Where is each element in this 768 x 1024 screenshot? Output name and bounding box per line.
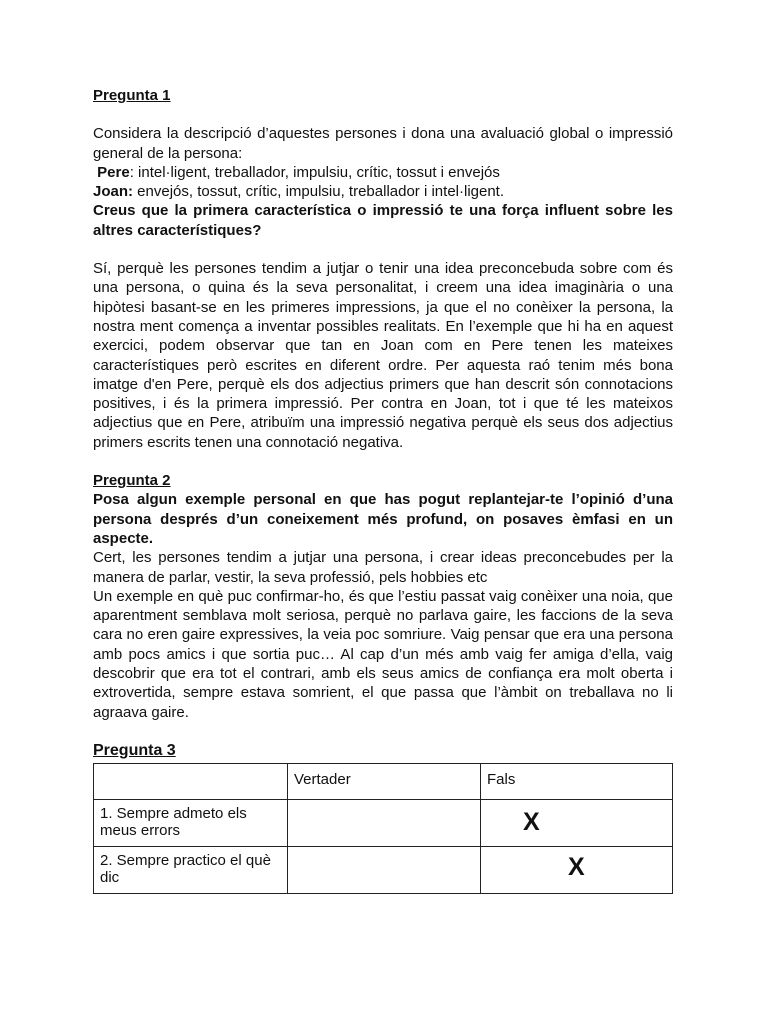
pere-label: Pere (97, 163, 130, 181)
joan-description (93, 182, 673, 201)
question-1-answer: Sí, perquè les persones tendim a jutjar o tenir una idea preconcebuda sobre com és una persona, o quina és la seva personalitat, i creem una idea imaginària o una hipòtesi basant-se en les primeres impressions, ja que el no conèixer la persona, la nostra ment comença a inventar possibles realitats. En l’exemple que hi ha en aquest exercici, podem observar que tan en Joan com en Pere tenen les mateixes característiques però escrites en diferent ordre. Per aquesta raó tenim més bona imatge d'en Pere, perquè els dos adjectius primers que han descrit són connotacions positives, i és la primera impressió. Per contra en Joan, tot i que té les mateixos adjectius que en Pere, atribuïm una impressió negativa perquè els seus dos adjectius primers escrits tenen una connotació negativa. (93, 260, 673, 451)
statement-cell: 1. Sempre admeto els meus errors (94, 800, 288, 847)
false-cell (481, 800, 673, 847)
document-page (93, 86, 673, 894)
question-2-heading: Pregunta 2 (93, 472, 171, 490)
header-true: Vertader (288, 764, 481, 800)
question-1-intro: Considera la descripció d’aquestes persones i dona una avaluació global o impressió general de la persona: (93, 125, 673, 162)
question-1-heading: Pregunta 1 (93, 87, 171, 104)
question-2-answer-example: Un exemple en què puc confirmar-ho, és que l’estiu passat vaig conèixer una noia, que aparentment semblava molt seriosa, perquè no parlava gaire, les faccions de la seva cara no eren gaire expressives, la veia poc somriure. Vaig pensar que era una persona amb pocs amics i que sortia puc… Al cap d’un més amb vaig fer amiga d’ella, vaig descobrir que era tot el contrari, amb els seus amics de confiança era molt oberta i extrovertida, sempre estava somrient, el que passa que l’àmbit on treballava no li agraava gaire. (93, 587, 673, 721)
true-cell (288, 847, 481, 894)
table-header-row (94, 764, 673, 800)
question-1-prompt: Creus que la primera característica o impressió te una força influent sobre les altres característiques? (93, 202, 673, 239)
x-mark: X (523, 808, 540, 837)
joan-label: Joan: (93, 183, 134, 201)
header-false: Fals (481, 764, 673, 800)
table-row (94, 847, 673, 894)
question-2-prompt: Posa algun exemple personal en que has pogut replantejar-te l’opinió d’una persona després d’un coneixement més profund, on posaves èmfasi en un aspecte. (93, 491, 673, 547)
statement-cell: 2. Sempre practico el què dic (94, 847, 288, 894)
false-cell (481, 847, 673, 894)
pere-traits: : intel·ligent, treballador, impulsiu, crític, tossut i envejós (129, 163, 500, 181)
true-cell (288, 800, 481, 847)
x-mark: X (568, 853, 585, 882)
table-row (94, 800, 673, 847)
question-3-heading: Pregunta 3 (93, 741, 176, 759)
question-2-answer-intro: Cert, les persones tendim a jutjar una persona, i crear ideas preconcebudes per la manera de parlar, vestir, la seva professió, pels hobbies etc (93, 549, 673, 586)
header-empty-cell (94, 764, 288, 800)
true-false-table (93, 763, 673, 894)
pere-description (93, 163, 673, 182)
joan-traits: envejós, tossut, crític, impulsiu, treballador i intel·ligent. (133, 183, 505, 201)
